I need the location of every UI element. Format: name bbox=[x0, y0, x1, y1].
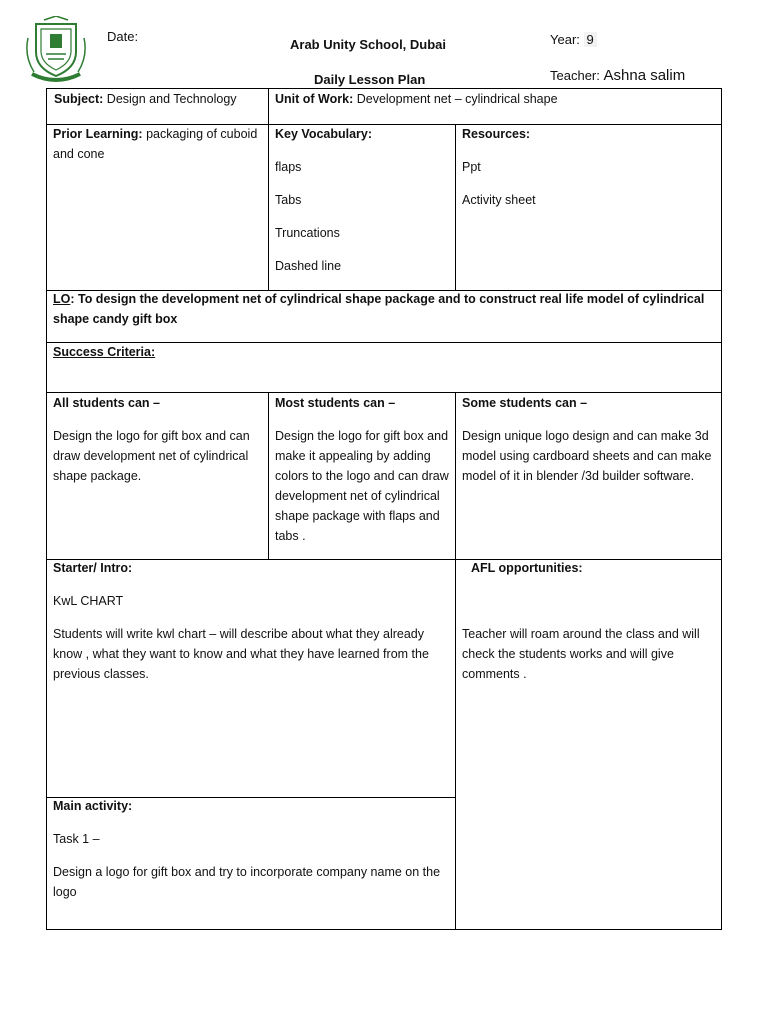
some-students-text: Design unique logo design and can make 3d model using cardboard sheets and can make model of it in blender /3d builder software. bbox=[462, 429, 712, 483]
starter-text: Students will write kwl chart – will describe about what they already know , what they want to know and what they have learned from the previous classes. bbox=[53, 627, 429, 681]
some-students-cell bbox=[462, 393, 718, 486]
col-divider bbox=[268, 88, 269, 290]
unit-label: Unit of Work: bbox=[275, 92, 354, 106]
all-students-label: All students can – bbox=[53, 396, 160, 410]
all-students-text: Design the logo for gift box and can draw development net of cylindrical shape package. bbox=[53, 429, 250, 483]
key-vocabulary-cell bbox=[275, 124, 451, 276]
col-divider bbox=[455, 124, 456, 290]
prior-learning-cell bbox=[53, 124, 263, 164]
prior-label: Prior Learning: bbox=[53, 127, 143, 141]
resources-cell bbox=[462, 124, 717, 210]
vocab-label: Key Vocabulary: bbox=[275, 127, 373, 141]
vocab-item: Dashed line bbox=[275, 259, 342, 273]
starter-label: Starter/ Intro: bbox=[53, 561, 133, 575]
task-label: Task 1 – bbox=[53, 832, 100, 846]
vocab-item: Truncations bbox=[275, 226, 340, 240]
lo-text: : To design the development net of cylindrical shape package and to construct real life model of cylindrical shape candy gift box bbox=[53, 292, 705, 326]
kwl-chart-label: KwL CHART bbox=[53, 594, 124, 608]
teacher-label: Teacher: bbox=[550, 68, 600, 83]
task-text: Design a logo for gift box and try to incorporate company name on the logo bbox=[53, 865, 441, 899]
starter-cell bbox=[53, 558, 451, 684]
afl-text: Teacher will roam around the class and will check the students works and will give comments . bbox=[462, 627, 700, 681]
date-label: Date: bbox=[107, 29, 139, 44]
learning-objective bbox=[53, 289, 713, 329]
plan-title: Daily Lesson Plan bbox=[314, 72, 426, 87]
subject-value: Design and Technology bbox=[106, 92, 237, 106]
year-value: 9 bbox=[584, 32, 597, 47]
col-divider bbox=[268, 392, 269, 559]
school-logo bbox=[24, 16, 88, 86]
main-activity-label: Main activity: bbox=[53, 799, 133, 813]
resource-item: Ppt bbox=[462, 160, 481, 174]
unit-cell bbox=[275, 89, 715, 109]
afl-label: AFL opportunities: bbox=[471, 561, 583, 575]
afl-cell bbox=[462, 558, 718, 684]
teacher-value: Ashna salim bbox=[603, 67, 686, 84]
vocab-item: Tabs bbox=[275, 193, 302, 207]
year-field bbox=[550, 32, 597, 47]
year-label: Year: bbox=[550, 32, 580, 47]
success-criteria-label: Success Criteria: bbox=[53, 345, 156, 359]
subject-cell bbox=[54, 89, 264, 109]
vocab-item: flaps bbox=[275, 160, 302, 174]
some-students-label: Some students can – bbox=[462, 396, 588, 410]
most-students-label: Most students can – bbox=[275, 396, 396, 410]
most-students-text: Design the logo for gift box and make it appealing by adding colors to the logo and can draw development net of cylindrical shape package with flaps and tabs . bbox=[275, 429, 449, 543]
school-name: Arab Unity School, Dubai bbox=[290, 37, 447, 52]
subject-label: Subject: bbox=[54, 92, 104, 106]
most-students-cell bbox=[275, 393, 451, 546]
prior-value: packaging of cuboid and cone bbox=[53, 127, 258, 161]
lo-label: LO bbox=[53, 292, 71, 306]
resources-label: Resources: bbox=[462, 127, 531, 141]
col-divider bbox=[455, 392, 456, 930]
unit-value: Development net – cylindrical shape bbox=[356, 92, 558, 106]
all-students-cell bbox=[53, 393, 263, 486]
resource-item: Activity sheet bbox=[462, 193, 536, 207]
main-activity-cell bbox=[53, 796, 451, 902]
teacher-field bbox=[550, 67, 685, 84]
